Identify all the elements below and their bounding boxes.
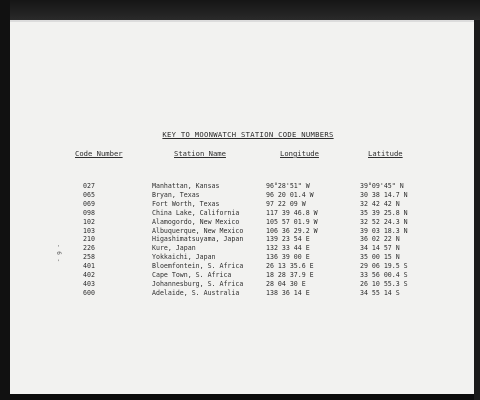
film-border-left [0,0,10,400]
longitude-cell: 96 20 01.4 W [266,190,314,199]
header-station-name: Station Name [174,149,226,158]
station-name-cell: Higashimatsuyama, Japan [152,235,244,244]
station-name-cell: Bloemfontein, S. Africa [152,262,244,271]
longitude-cell: 106 36 29.2 W [266,226,318,235]
station-name-cell: Fort Worth, Texas [152,199,220,208]
code-number-cell: 027 [83,182,95,190]
code-number-cell: 098 [83,208,95,217]
longitude-cell: 138 36 14 E [266,288,310,297]
latitude-cell: 35 39 25.8 N [360,208,408,217]
station-name-cell: Manhattan, Kansas [152,182,220,190]
station-name-cell: Johannesburg, S. Africa [152,279,244,288]
code-number-cell: 402 [83,271,95,279]
code-number-cell: 102 [83,217,95,226]
longitude-cell: 26 13 35.6 E [266,262,314,271]
latitude-cell: 30 38 14.7 N [360,190,408,199]
document-title: KEY TO MOONWATCH STATION CODE NUMBERS [162,130,334,139]
latitude-cell: 35 00 15 N [360,253,400,262]
station-name-cell: Yokkaichi, Japan [152,253,216,262]
code-number-cell: 600 [83,288,95,297]
station-name-cell: Cape Town, S. Africa [152,271,232,279]
longitude-cell: 136 39 00 E [266,253,310,262]
code-number-cell: 258 [83,253,95,262]
latitude-cell: 32 42 42 N [360,199,400,208]
longitude-cell: 97 22 09 W [266,199,306,208]
latitude-cell: 39 03 18.3 N [360,226,408,235]
station-name-cell: Alamogordo, New Mexico [152,217,240,226]
code-number-cell: 103 [83,226,95,235]
latitude-cell: 36 02 22 N [360,235,400,244]
longitude-cell: 132 33 44 E [266,244,310,253]
latitude-cell: 34 14 57 N [360,244,400,253]
longitude-cell: 117 39 46.8 W [266,208,318,217]
latitude-cell: 34 55 14 S [360,288,400,297]
station-name-cell: Bryan, Texas [152,190,200,199]
code-number-cell: 069 [83,199,95,208]
document-sheet [10,20,474,394]
station-name-cell: Kure, Japan [152,244,196,253]
header-code-number: Code Number [75,149,123,158]
longitude-cell: 18 28 37.9 E [266,271,314,279]
page-number: - 6 - [55,244,62,263]
code-number-cell: 401 [83,262,95,271]
code-number-cell: 065 [83,190,95,199]
latitude-cell: 39°09'45" N [360,182,404,190]
code-number-cell: 226 [83,244,95,253]
station-name-cell: China Lake, California [152,208,240,217]
film-border-right [474,20,480,400]
header-latitude: Latitude [368,149,403,158]
longitude-cell: 105 57 01.9 W [266,217,318,226]
longitude-cell: 28 04 30 E [266,279,306,288]
code-number-cell: 403 [83,279,95,288]
film-border-top [10,0,480,20]
station-name-cell: Albuquerque, New Mexico [152,226,244,235]
latitude-cell: 33 56 00.4 S [360,271,408,279]
station-name-cell: Adelaide, S. Australia [152,288,240,297]
longitude-cell: 96°28'51" W [266,182,310,190]
longitude-cell: 139 23 54 E [266,235,310,244]
latitude-cell: 32 52 24.3 N [360,217,408,226]
latitude-cell: 29 06 19.5 S [360,262,408,271]
latitude-cell: 26 10 55.3 S [360,279,408,288]
header-longitude: Longitude [280,149,319,158]
code-number-cell: 210 [83,235,95,244]
